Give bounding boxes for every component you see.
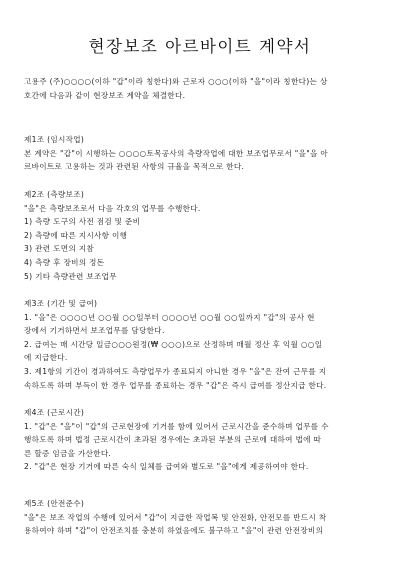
intro-line: 고용주 (주)○○○○(이하 "갑"이라 칭한다)와 근로자 ○○○(이하 "을"이라 칭한다)는 상: [24, 77, 328, 86]
article-2-line: "을"은 측량보조로서 다음 각호의 업무를 수행한다.: [24, 203, 201, 213]
article-3-line: 장에서 기거하면서 보조업무를 담당한다.: [24, 326, 165, 336]
article-2-line: 5) 기타 측량관련 보조업무: [24, 271, 117, 281]
article-2-line: 3) 관련 도면의 지참: [24, 244, 94, 254]
article-3-heading: 제3조 (기간 및 급여): [24, 299, 98, 308]
article-3-line: 에 지급한다.: [24, 353, 68, 363]
article-3-line: 속하도록 하며 부득이 한 경우 업무를 종료하는 경우 "갑"은 즉시 급여를 정산지급 한다.: [24, 380, 327, 390]
intro-paragraph: [24, 75, 376, 102]
article-5-line: 용하여야 하며 "갑"이 안전조치를 충분히 하였음에도 불구하고 "을"이 관련 안전장비의: [24, 526, 324, 536]
article-4-line: 행하도록 하며 법정 근로시간이 초과된 경우에는 초과된 부분의 근로에 대하여 법에 따: [24, 435, 322, 445]
article-2-line: 1) 측량 도구의 사전 점검 및 준비: [24, 217, 141, 227]
article-4: [24, 406, 376, 474]
article-2-heading: 제2조 (측량보조): [24, 190, 85, 199]
article-1-line: 르바이트로 고용하는 것과 관련된 사항의 규율을 목적으로 한다.: [24, 162, 245, 172]
article-2-line: 4) 측량 후 장비의 정돈: [24, 257, 105, 267]
article-4-heading: 제4조 (근로시간): [24, 408, 85, 417]
document-title: 현장보조 아르바이트 계약서: [88, 37, 312, 56]
article-4-line: 른 할증 임금을 가산한다.: [24, 448, 112, 458]
article-1-line: 본 계약은 "갑"이 시행하는 ○○○○토목공사의 측량작업에 대한 보조업무로서 "을"을 아: [24, 148, 328, 158]
article-3-line: 3. 제1항의 기간이 경과하여도 측량업무가 종료되지 아니한 경우 "을"은 잔여 근무를 지: [24, 366, 327, 376]
article-4-line: 1. "갑"은 "을"이 "갑"의 근로현장에 기거를 함에 있어서 근로시간을 준수하며 업무를 수: [24, 421, 329, 431]
article-5-heading: 제5조 (안전준수): [24, 499, 85, 508]
article-5-line: "을"은 보조 작업의 수행에 있어서 "갑"이 지급한 작업복 및 안전화, 안전모를 반드시 착: [24, 512, 327, 522]
article-5: [24, 497, 376, 538]
article-3: [24, 297, 376, 392]
article-1: [24, 133, 376, 174]
article-3-line: 1. "을"은 ○○○○년 ○○월 ○○일부터 ○○○○년 ○○월 ○○일까지 "갑"의 공사 현: [24, 312, 315, 322]
article-1-heading: 제1조 (임시작업): [24, 135, 85, 144]
article-2: [24, 188, 376, 283]
intro-line: 호간에 다음과 같이 현장보조 계약을 체결한다.: [24, 90, 186, 100]
article-4-line: 2. "갑"은 현장 기거에 따른 숙식 일체를 급여와 별도로 "을"에게 제공하여야 한다.: [24, 462, 309, 472]
article-2-line: 2) 측량에 따른 지시사항 이행: [24, 230, 128, 240]
article-3-line: 2. 급여는 매 시간당 일금○○○원정(₩ ○○○)으로 산정하며 매월 정산 후 익월 ○○일: [24, 339, 323, 349]
